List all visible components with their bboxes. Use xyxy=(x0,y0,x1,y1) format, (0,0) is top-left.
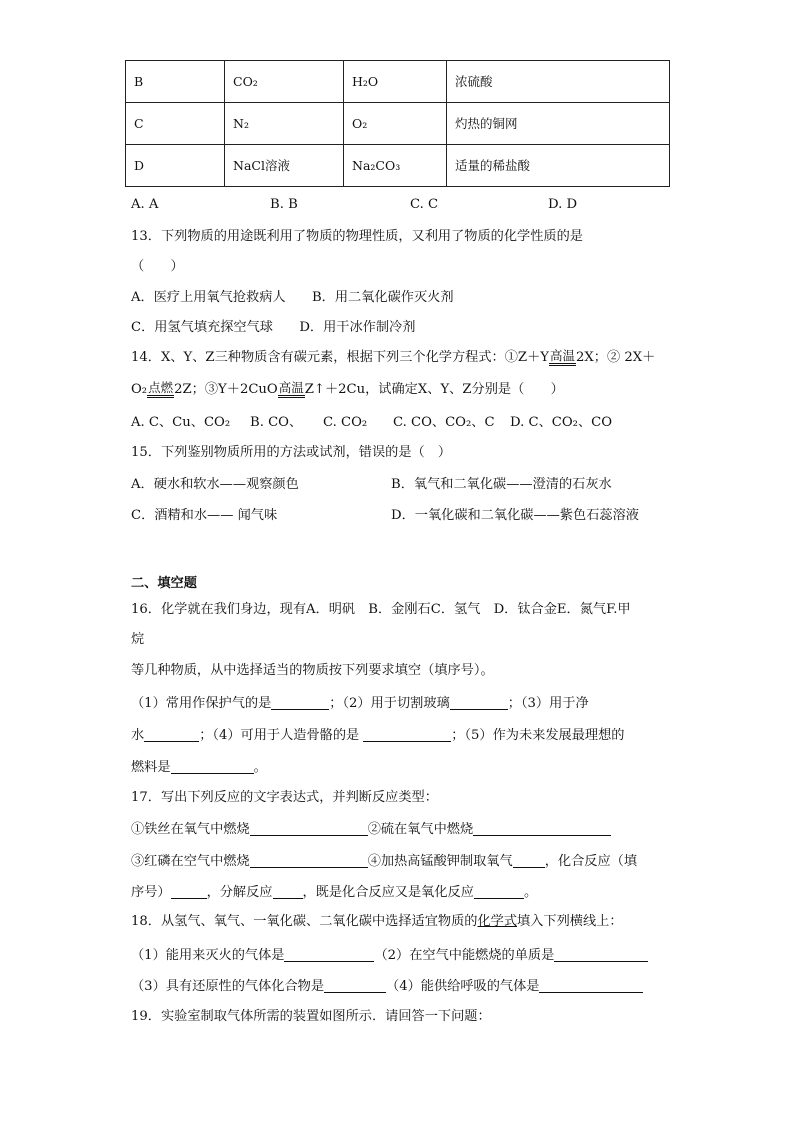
q16-text: ；（3）用于净 xyxy=(507,696,589,711)
q18-underlined: 化学式 xyxy=(477,914,518,929)
q17-text: ①铁丝在氧气中燃烧 xyxy=(131,822,250,837)
q12-option-d: D. D xyxy=(548,197,578,212)
table-cell: 适量的稀盐酸 xyxy=(447,145,670,187)
q16-text: 燃料是 xyxy=(131,760,171,775)
q17-stem: 17．写出下列反应的文字表达式，并判断反应类型： xyxy=(131,790,438,805)
condition-label: 高温 xyxy=(278,382,305,398)
q16-text: 水 xyxy=(131,728,145,743)
q16-text: （1）常用作保护气的是 xyxy=(131,696,272,711)
table-cell: N₂ xyxy=(225,103,344,145)
answer-blank[interactable] xyxy=(450,695,508,710)
q18-text: （4）能供给呼吸的气体是 xyxy=(386,979,540,994)
q15-option-d: D．一氧化碳和二氧化碳——紫色石蕊溶液 xyxy=(391,508,639,523)
q17-text: 。 xyxy=(523,885,538,900)
q18-text: （1）能用来灭火的气体是 xyxy=(131,948,285,963)
q14-option-d: D. C、CO₂、CO xyxy=(510,415,613,430)
answer-blank[interactable] xyxy=(144,727,199,742)
answer-blank[interactable] xyxy=(554,947,648,962)
q14-text: 2X；② 2X＋ xyxy=(575,350,656,365)
answer-blank[interactable] xyxy=(284,947,374,962)
q13-paren: （ ） xyxy=(131,259,184,274)
answer-blank[interactable] xyxy=(324,978,386,993)
section-heading: 二、填空题 xyxy=(131,576,197,591)
q16-text: 。 xyxy=(253,760,267,775)
answer-blank[interactable] xyxy=(250,853,368,868)
q17-text: ，化合反应（填 xyxy=(544,854,638,869)
table-row xyxy=(126,103,670,145)
table-cell: 浓硫酸 xyxy=(447,61,670,103)
q16-line-3: 等几种物质，从中选择适当的物质按下列要求填空（填序号）。 xyxy=(131,663,494,678)
q13-stem: 13．下列物质的用途既利用了物质的物理性质，又利用了物质的化学性质的是 xyxy=(131,229,583,244)
q14-text: Z↑＋2Cu，试确定X、Y、Z分别是（ ） xyxy=(304,382,564,397)
answer-blank[interactable] xyxy=(473,821,611,836)
q16-line-2: 烷 xyxy=(131,632,145,647)
q18-line-2 xyxy=(131,978,643,995)
table-cell: NaCl溶液 xyxy=(225,145,344,187)
answer-blank[interactable] xyxy=(363,727,451,742)
answer-blank[interactable] xyxy=(539,978,643,993)
answer-blank[interactable] xyxy=(271,695,329,710)
q14-option-b: B. CO、 xyxy=(250,415,303,430)
q17-text: ④加热高锰酸钾制取氧气 xyxy=(367,854,513,869)
table-cell: D xyxy=(126,145,225,187)
q15-option-b: B．氧气和二氧化碳——澄清的石灰水 xyxy=(391,477,612,492)
table-cell: H₂O xyxy=(344,61,447,103)
q17-text: ，既是化合反应又是氧化反应 xyxy=(302,885,474,900)
q17-text: 序号） xyxy=(131,885,171,900)
condition-label: 高温 xyxy=(549,350,576,366)
q17-text: ②硫在氧气中燃烧 xyxy=(367,822,474,837)
q15-stem: 15．下列鉴别物质所用的方法或试剂，错误的是（ ） xyxy=(131,445,452,460)
table-row xyxy=(126,145,670,187)
q12-option-b: B. B xyxy=(270,197,298,212)
q19-stem: 19．实验室制取气体所需的装置如图所示．请回答一下问题： xyxy=(131,1009,491,1024)
answer-blank[interactable] xyxy=(474,884,524,899)
q16-text: ；（5）作为未来发展最理想的 xyxy=(451,728,625,743)
q18-text: （2）在空气中能燃烧的单质是 xyxy=(374,948,555,963)
reaction-condition-ignite xyxy=(147,382,174,398)
q18-line-1 xyxy=(131,947,648,964)
q15-option-c: C．酒精和水—— 闻气味 xyxy=(131,508,278,523)
table-cell: C xyxy=(126,103,225,145)
q17-line-2 xyxy=(131,853,637,870)
q18-text: 18．从氢气、氧气、一氧化碳、二氧化碳中选择适宜物质的 xyxy=(131,914,478,929)
answer-blank[interactable] xyxy=(250,821,368,836)
table-cell: CO₂ xyxy=(225,61,344,103)
q12-option-a: A. A xyxy=(131,197,159,212)
q13-options-cd: C．用氢气填充探空气球 D．用干冰作制冷剂 xyxy=(131,320,416,335)
q17-line-3 xyxy=(131,884,537,901)
reaction-condition-high-temp xyxy=(549,350,576,366)
table-cell: 灼热的铜网 xyxy=(447,103,670,145)
answer-blank[interactable] xyxy=(513,853,545,868)
q16-line-6 xyxy=(131,759,267,776)
options-table xyxy=(125,60,670,187)
q13-options-ab: A．医疗上用氧气抢救病人 B．用二氧化碳作灭火剂 xyxy=(131,290,454,305)
q18-text: （3）具有还原性的气体化合物是 xyxy=(131,979,325,994)
answer-blank[interactable] xyxy=(171,884,207,899)
answer-blank[interactable] xyxy=(273,884,303,899)
table-cell: Na₂CO₃ xyxy=(344,145,447,187)
q16-line-4 xyxy=(131,695,589,712)
table-row xyxy=(126,61,670,103)
q14-option-c2: C. CO、CO₂、C xyxy=(393,415,495,430)
answer-blank[interactable] xyxy=(171,759,254,774)
q14-text: 2Z；③Y＋2CuO xyxy=(174,382,278,397)
q14-text: O₂ xyxy=(131,382,148,397)
q16-line-5 xyxy=(131,727,624,744)
q15-option-a: A．硬水和软水——观察颜色 xyxy=(131,477,299,492)
q18-text: 填入下列横线上： xyxy=(517,914,623,929)
q17-line-1 xyxy=(131,821,611,838)
q14-option-a: A. C、Cu、CO₂ xyxy=(131,415,231,430)
q16-text: ；（2）用于切割玻璃 xyxy=(329,696,450,711)
q17-text: ，分解反应 xyxy=(206,885,273,900)
q18-stem xyxy=(131,914,623,930)
q17-text: ③红磷在空气中燃烧 xyxy=(131,854,250,869)
q14-text: 14．X、Y、Z三种物质含有碳元素，根据下列三个化学方程式：①Z＋Y xyxy=(131,350,549,365)
q16-line-1: 16．化学就在我们身边，现有A．明矾 B．金刚石C．氢气 D．钛合金E．氮气F.甲 xyxy=(131,602,631,617)
q12-option-c: C. C xyxy=(410,197,439,212)
condition-label: 点燃 xyxy=(147,382,174,398)
table-cell: O₂ xyxy=(344,103,447,145)
reaction-condition-high-temp xyxy=(278,382,305,398)
table-cell: B xyxy=(126,61,225,103)
q14-line-1 xyxy=(131,350,655,366)
q14-option-c: C. CO₂ xyxy=(323,415,368,430)
q14-line-2 xyxy=(131,382,564,398)
q16-text: ；（4）可用于人造骨骼的是 xyxy=(199,728,360,743)
